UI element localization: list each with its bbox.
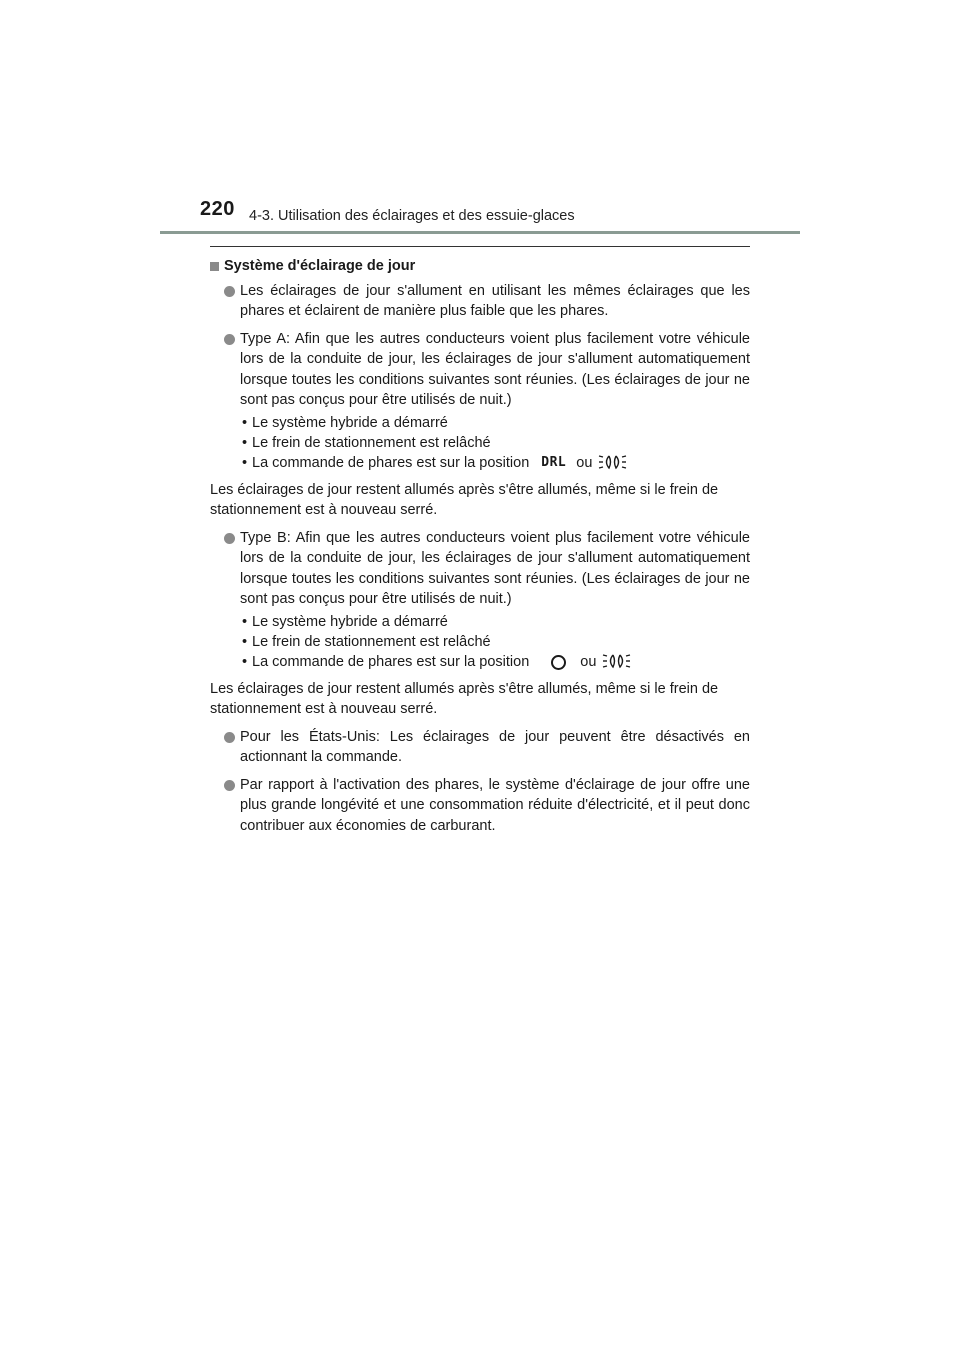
bullet-item — [210, 329, 750, 473]
condition-list — [210, 612, 750, 672]
section-heading — [210, 256, 750, 277]
bullet-item — [210, 775, 750, 837]
small-light-icon — [551, 655, 566, 670]
page-number: 220 — [200, 198, 235, 220]
circle-bullet-icon — [224, 780, 235, 791]
drl-icon: DRL — [541, 454, 567, 470]
circle-bullet-icon — [224, 533, 235, 544]
bullet-text: Type B: Afin que les autres conducteurs voient plus facilement votre véhicule lors de la conduite de jour, les éclairages de jour s'allument automatiquement lorsque toutes les conditions suivantes sont réunies. (Les éclairages de jour ne sont pas conçus pour être utilisés de nuit.) — [240, 529, 750, 607]
content-rule — [210, 246, 750, 247]
note-text: Les éclairages de jour restent allumés après s'être allumés, même si le frein de stationnement est à nouveau serré. — [210, 680, 719, 717]
list-item: • La commande de phares est sur la position DRL ou — [210, 453, 750, 473]
square-bullet-icon — [210, 262, 219, 271]
section-title: 4-3. Utilisation des éclairages et des essuie-glaces — [249, 208, 575, 224]
bullet-item — [210, 281, 750, 322]
bullet-item — [210, 727, 750, 768]
bullet-text: Les éclairages de jour s'allument en utilisant les mêmes éclairages que les phares et éclairent de manière plus faible que les phares. — [240, 282, 750, 319]
bullet-text: Type A: Afin que les autres conducteurs voient plus facilement votre véhicule lors de la conduite de jour, les éclairages de jour s'allument automatiquement lorsque toutes les conditions suivantes sont réunies. (Les éclairages de jour ne sont pas conçus pour être utilisés de nuit.) — [240, 330, 750, 408]
header-rule — [160, 231, 800, 234]
note-text: Les éclairages de jour restent allumés après s'être allumés, même si le frein de stationnement est à nouveau serré. — [210, 481, 719, 518]
headlight-icon — [598, 453, 628, 477]
list-item: • Le frein de stationnement est relâché — [242, 633, 491, 650]
bullet-item — [210, 528, 750, 672]
content-area — [210, 256, 750, 843]
bullet-text: Pour les États-Unis: Les éclairages de jour peuvent être désactivés en actionnant la commande. — [240, 728, 750, 765]
heading-text: Système d'éclairage de jour — [224, 258, 416, 274]
list-item: • La commande de phares est sur la position ou — [210, 652, 750, 672]
circle-bullet-icon — [224, 334, 235, 345]
list-item: • Le système hybride a démarré — [242, 414, 448, 431]
condition-list — [210, 413, 750, 473]
bullet-text: Par rapport à l'activation des phares, le système d'éclairage de jour offre une plus grande longévité et une consommation réduite d'électricité, et il peut donc contribuer aux économies de carburant. — [240, 776, 750, 834]
circle-bullet-icon — [224, 286, 235, 297]
list-item: • Le frein de stationnement est relâché — [242, 434, 491, 451]
list-item: • Le système hybride a démarré — [242, 613, 448, 630]
circle-bullet-icon — [224, 732, 235, 743]
headlight-icon — [602, 652, 632, 676]
